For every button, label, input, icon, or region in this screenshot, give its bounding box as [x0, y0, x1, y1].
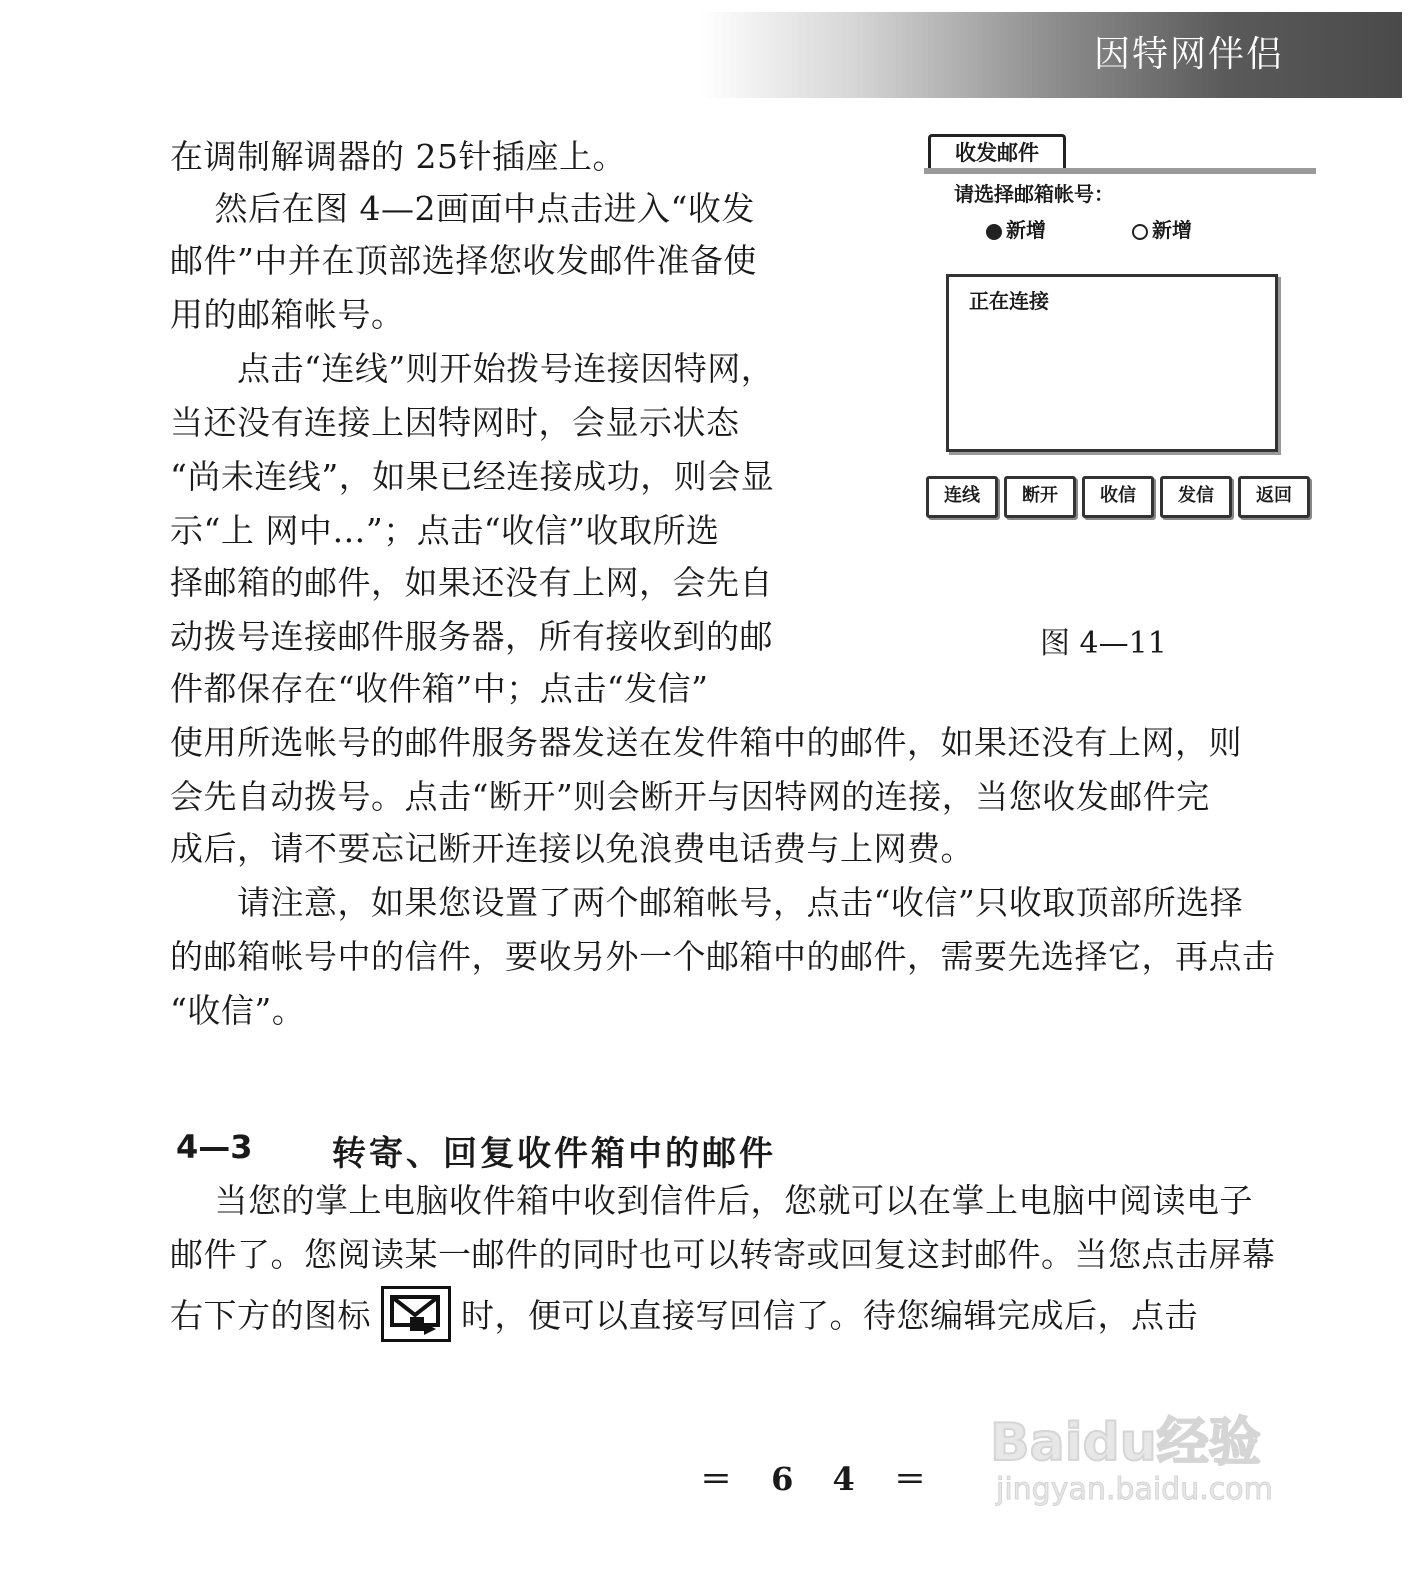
account-radio-2[interactable]: 新增	[1132, 214, 1192, 243]
body-line: 当您的掌上电脑收件箱中收到信件后，您就可以在掌上电脑中阅读电子	[170, 1181, 1253, 1220]
page-number: ＝ 6 4 ＝	[700, 1460, 940, 1498]
header-title: 因特网伴侣	[1093, 34, 1284, 75]
account-label: 请选择邮箱帐号：	[954, 182, 1114, 206]
body-line: 使用所选帐号的邮件服务器发送在发件箱中的邮件，如果还没有上网，则	[170, 723, 1242, 762]
radio-selected-icon	[986, 224, 1002, 240]
body-line: 当还没有连接上因特网时，会显示状态	[170, 403, 740, 442]
body-line: 件都保存在“收件箱”中；点击“发信”	[170, 669, 709, 708]
body-line: 动拨号连接邮件服务器，所有接收到的邮	[170, 617, 773, 656]
connect-button[interactable]: 连线	[926, 476, 998, 518]
figure-tab[interactable]: 收发邮件	[928, 134, 1066, 171]
disconnect-button[interactable]: 断开	[1004, 476, 1076, 518]
body-line: “尚未连线”，如果已经连接成功，则会显	[170, 457, 775, 496]
body-line: 示“上 网中…”；点击“收信”收取所选	[170, 511, 720, 550]
body-line: “收信”。	[170, 991, 306, 1030]
back-button[interactable]: 返回	[1238, 476, 1310, 518]
body-line: 点击“连线”则开始拨号连接因特网，	[170, 349, 775, 388]
header-banner	[700, 12, 1402, 98]
body-line: 在调制解调器的 25针插座上。	[170, 137, 626, 176]
body-line: 的邮箱帐号中的信件，要收另外一个邮箱中的邮件，需要先选择它，再点击	[170, 937, 1276, 976]
body-line: 然后在图 4—2画面中点击进入“收发	[170, 189, 755, 228]
body-line: 邮件了。您阅读某一邮件的同时也可以转寄或回复这封邮件。当您点击屏幕	[170, 1235, 1276, 1274]
body-line: 请注意，如果您设置了两个邮箱帐号，点击“收信”只收取顶部所选择	[170, 883, 1244, 922]
account-radio-1[interactable]: 新增	[986, 214, 1046, 243]
watermark-logo	[990, 1360, 1320, 1520]
receive-button[interactable]: 收信	[1082, 476, 1154, 518]
body-line: 择邮箱的邮件，如果还没有上网，会先自	[170, 563, 773, 602]
figure-divider	[924, 168, 1316, 174]
body-line: 用的邮箱帐号。	[170, 295, 405, 334]
section-number: 4—3	[176, 1128, 253, 1166]
reply-icon	[381, 1286, 451, 1342]
status-text: 正在连接	[969, 289, 1049, 313]
send-button[interactable]: 发信	[1160, 476, 1232, 518]
body-line: 邮件”中并在顶部选择您收发邮件准备使	[170, 241, 757, 280]
status-box	[946, 274, 1278, 452]
watermark-brand: Baidu经验	[990, 1413, 1261, 1473]
body-line: 成后，请不要忘记断开连接以免浪费电话费与上网费。	[170, 829, 974, 868]
figure-caption: 图 4—11	[1040, 626, 1167, 661]
body-line: 会先自动拨号。点击“断开”则会断开与因特网的连接，当您收发邮件完	[170, 777, 1210, 816]
watermark-url: jingyan.baidu.com	[996, 1472, 1273, 1507]
mail-figure	[924, 128, 1316, 528]
section-title: 转寄、回复收件箱中的邮件	[332, 1134, 776, 1174]
body-line-with-icon: 右下方的图标 时，便可以直接写回信了。待您编辑完成后，点击	[170, 1290, 1198, 1346]
radio-empty-icon	[1132, 224, 1148, 240]
